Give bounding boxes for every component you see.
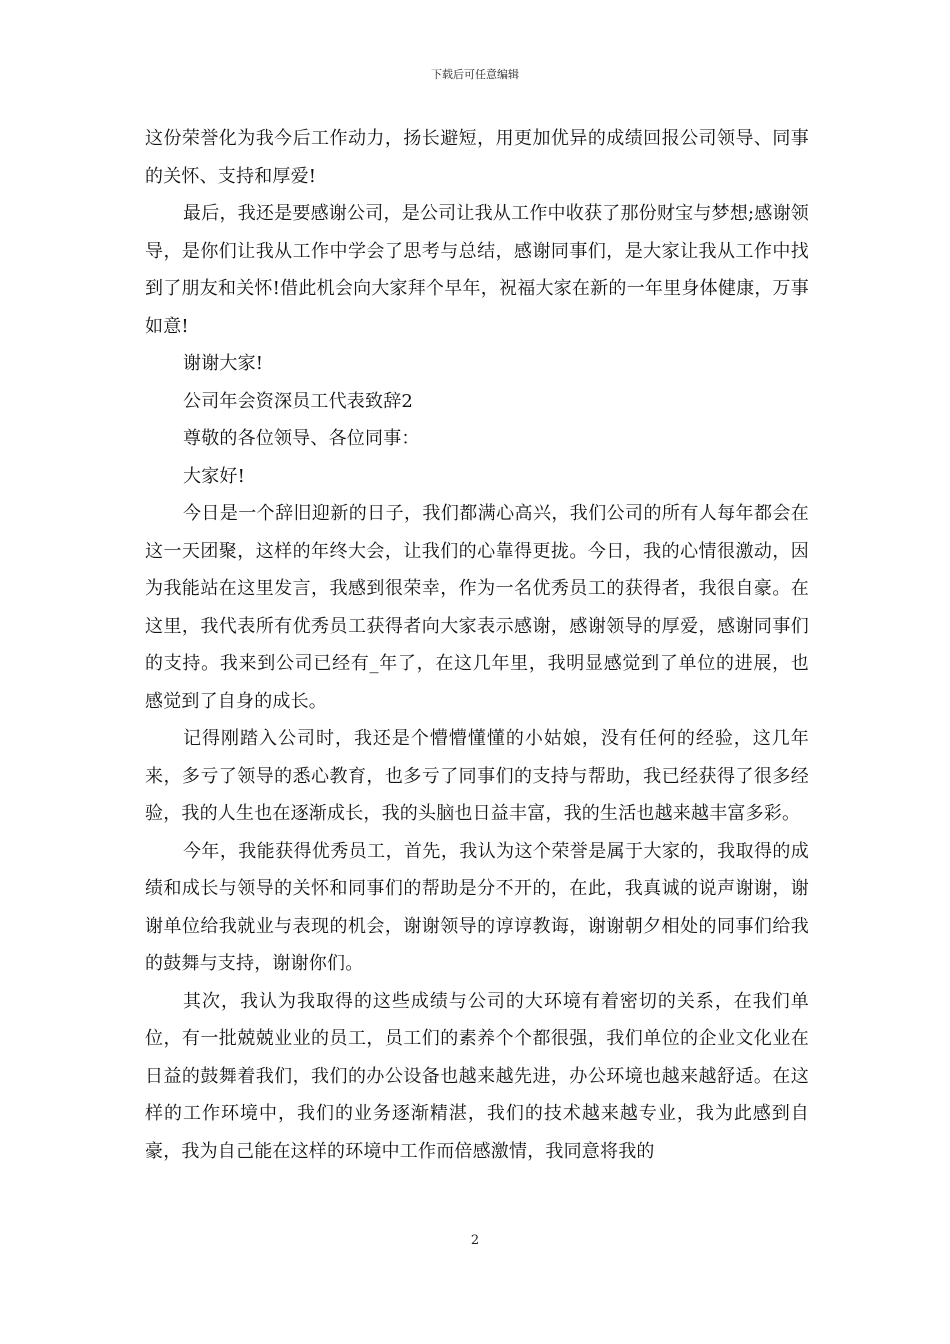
- paragraph-continuation: 这份荣誉化为我今后工作动力，扬长避短，用更加优异的成绩回报公司领导、同事的关怀、支持和厚爱!: [145, 128, 809, 187]
- paragraph-closing-thanks: 最后，我还是要感谢公司，是公司让我从工作中收获了那份财宝与梦想;感谢领导，是你们让我从工作中学会了思考与总结，感谢同事们，是大家让我从工作中找到了朋友和关怀!借此机会向大家拜个早年，祝福大家在新的一年里身体健康，万事如意!: [145, 203, 809, 337]
- paragraph-memories: 记得刚踏入公司时，我还是个懵懵懂懂的小姑娘，没有任何的经验，这几年来，多亏了领导的悉心教育，也多亏了同事们的支持与帮助，我已经获得了很多经验，我的人生也在逐渐成长，我的头脑也日益丰富，我的生活也越来越丰富多彩。: [145, 728, 809, 824]
- header-note: 下载后可任意编辑: [431, 68, 519, 81]
- paragraph-second-point: 其次，我认为我取得的这些成绩与公司的大环境有着密切的关系，在我们单位，有一批兢兢业业的员工，员工们的素养个个都很强，我们单位的企业文化业在日益的鼓舞着我们，我们的办公设备也越来越先进，办公环境也越来越舒适。在这样的工作环境中，我们的业务逐渐精湛，我们的技术越来越专业，我为此感到自豪，我为自己能在这样的环境中工作而倍感激情，我同意将我的: [145, 990, 809, 1162]
- greeting: 大家好!: [183, 465, 246, 487]
- paragraph-thank-you: 谢谢大家!: [183, 353, 264, 374]
- document-body: [145, 120, 809, 1170]
- section-title: 公司年会资深员工代表致辞2: [183, 390, 414, 412]
- page-number: 2: [470, 1233, 480, 1248]
- paragraph-intro: 今日是一个辞旧迎新的日子，我们都满心高兴，我们公司的所有人每年都会在这一天团聚，这样的年终大会，让我们的心靠得更拢。今日，我的心情很激动，因为我能站在这里发言，我感到很荣幸，作为一名优秀员工的获得者，我很自豪。在这里，我代表所有优秀员工获得者向大家表示感谢，感谢领导的厚爱，感谢同事们的支持。我来到公司已经有_年了，在这几年里，我明显感觉到了单位的进展，也感觉到了自身的成长。: [145, 503, 809, 712]
- paragraph-first-point: 今年，我能获得优秀员工，首先，我认为这个荣誉是属于大家的，我取得的成绩和成长与领导的关怀和同事们的帮助是分不开的，在此，我真诚的说声谢谢，谢谢单位给我就业与表现的机会，谢谢领导的谆谆教诲，谢谢朝夕相处的同事们给我的鼓舞与支持，谢谢你们。: [145, 840, 809, 974]
- salutation: 尊敬的各位领导、各位同事：: [183, 428, 420, 449]
